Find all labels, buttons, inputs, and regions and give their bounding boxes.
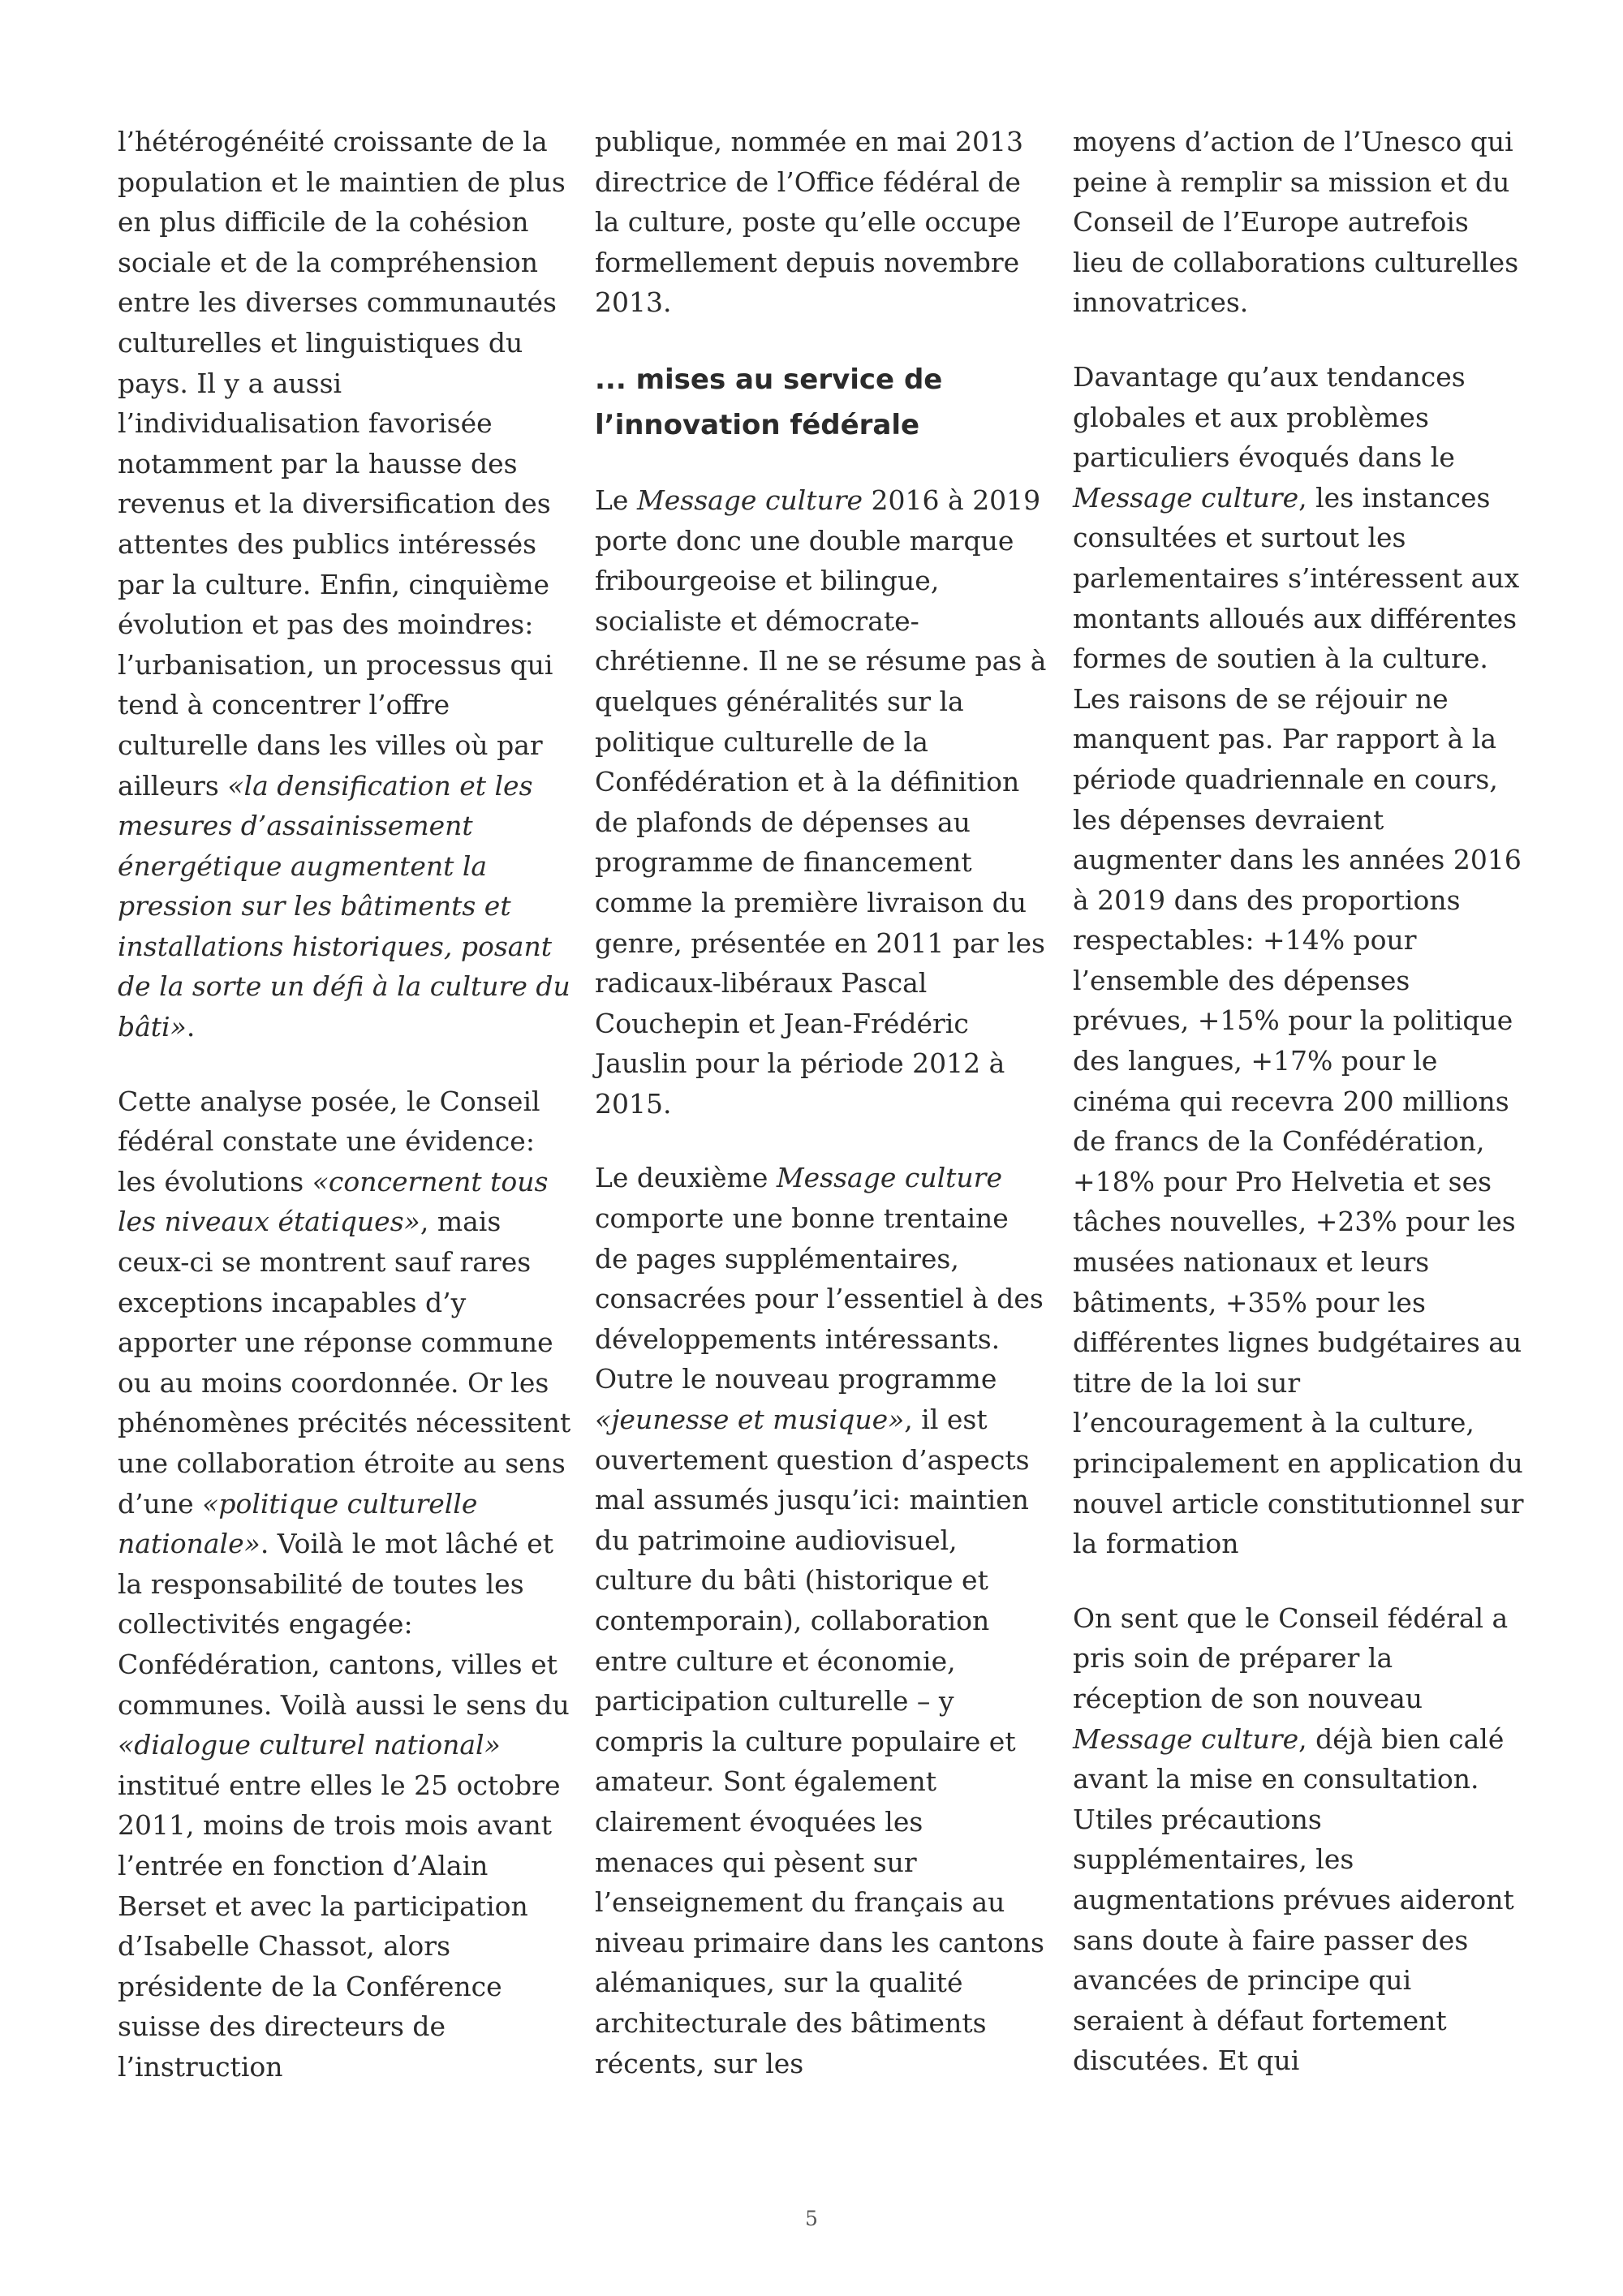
text-run: Le deuxième: [595, 1162, 777, 1194]
text-run: Davantage qu’aux tendances globales et aux problèmes particuliers évoqués dans le: [1073, 360, 1466, 474]
paragraph: [1073, 357, 1527, 1564]
text-run: , les instances consultées et surtout les parlementaires s’intéressent aux montants alloués aux différentes formes de soutien à la culture. Les raisons de se réjouir ne manquent pas. Par rapport à la période quadriennale en cours, les dépenses devraient augmenter dans les années 2016 à 2019 dans des proportions respectables: +14% pour l’ensemble des dépenses prévues, +15% pour la politique des langues, +17% pour le cinéma qui recevra 200 millions de francs de la Confédération, +18% pour Pro Helvetia et ses tâches nouvelles, +23% pour les musées nationaux et leurs bâtiments, +35% pour les différentes lignes budgétaires au titre de la loi sur l’encouragement à la culture, principalement en application du nouvel article constitutionnel sur la formation: [1073, 481, 1524, 1560]
text-run: 2016 à 2019 porte donc une double marque fribourgeoise et bilingue, socialiste et démocrate-chrétienne. Il ne se résume pas à quelques généralités sur la politique culturelle de la Confédération et à la définition de plafonds de dépenses au programme de financement comme la première livraison du genre, présentée en 2011 par les radicaux-libéraux Pascal Couchepin et Jean-Frédéric Jauslin pour la période 2012 à 2015.: [595, 484, 1047, 1120]
text-run: , il est ouvertement question d’aspects mal assumés jusqu’ici: maintien du patrimoine audiovisuel, culture du bâti (historique et contemporain), collaboration entre culture et économie, participation culturelle – y compris la culture populaire et amateur. Sont également clairement évoquées les menaces qui pèsent sur l’enseignement du français au niveau primaire dans les cantons alémaniques, sur la qualité architecturale des bâtiments récents, sur les: [595, 1404, 1044, 2079]
text-run: .: [186, 1011, 196, 1043]
paragraph: moyens d’action de l’Unesco qui peine à remplir sa mission et du Conseil de l’Europe autrefois lieu de collaborations culturelles innovatrices.: [1073, 126, 1519, 319]
publication-title: Message culture: [636, 484, 863, 516]
text-run: comporte une bonne trentaine de pages supplémentaires, consacrées pour l’essentiel à des développements intéressants. Outre le nouveau programme: [595, 1202, 1044, 1395]
paragraph: [118, 122, 572, 1047]
heading-line: l’innovation fédérale: [595, 408, 920, 441]
paragraph: publique, nommée en mai 2013 directrice de l’Office fédéral de la culture, poste qu’elle occupe formellement depuis novembre 2013.: [595, 126, 1024, 319]
text-run: Le: [595, 484, 637, 516]
text-run: On sent que le Conseil fédéral a pris soin de préparer la réception de son nouveau: [1073, 1602, 1509, 1714]
paragraph: [118, 1081, 572, 2087]
text-run: . Voilà le mot lâché et la responsabilité de toutes les collectivités engagée: Confédération, cantons, villes et communes. Voilà aussi le sens du: [118, 1528, 570, 1721]
section-heading: [595, 357, 1049, 448]
quotation: «politique culturelle nationale»: [118, 1487, 478, 1560]
publication-title: Message culture: [776, 1162, 1002, 1194]
text-run: Cette analyse posée, le Conseil fédéral constate une évidence: les évolutions: [118, 1085, 540, 1197]
publication-title: Message culture: [1073, 481, 1299, 514]
text-run: , mais ceux-ci se montrent sauf rares exceptions incapables d’y apporter une réponse commune ou au moins coordonnée. Or les phénomènes précités nécessitent une collaboration étroite au sens d’une: [118, 1206, 571, 1520]
text-run: institué entre elles le 25 octobre 2011, moins de trois mois avant l’entrée en fonction d’Alain Berset et avec la participation d’Isabelle Chassot, alors présidente de la Conférence suisse des directeurs de l’instruction: [118, 1769, 561, 2083]
text-run: , déjà bien calé avant la mise en consultation. Utiles précautions supplémentaires, les augmentations prévues aideront sans doute à faire passer des avancées de principe qui seraient à défaut fortement discutées. Et qui: [1073, 1722, 1514, 2077]
text-column-2: [595, 122, 1049, 2083]
text-run: l’hétérogénéité croissante de la population et le maintien de plus en plus difficile de la cohésion sociale et de la compréhension entre les diverses communautés culturelles et linguistiques du pays. Il y a aussi l’individualisation favorisée notamment par la hausse des revenus et la diversification des attentes des publics intéressés par la culture. Enfin, cinquième évolution et pas des moindres: l’urbanisation, un processus qui tend à concentrer l’offre culturelle dans les villes où par ailleurs: [118, 126, 566, 802]
quotation: «la densification et les mesures d’assainissement énergétique augmentent la pression sur les bâtiments et installations historiques, posant de la sorte un défi à la culture du bâti»: [118, 769, 570, 1043]
text-column-3: [1073, 122, 1527, 2081]
heading-line: ... mises au service de: [595, 363, 943, 396]
quotation: «jeunesse et musique»: [595, 1404, 905, 1436]
publication-title: Message culture: [1073, 1722, 1299, 1755]
paragraph: [595, 480, 1049, 1124]
paragraph: [595, 1158, 1049, 2083]
page-number: 5: [805, 2207, 818, 2230]
quotation: «dialogue culturel national»: [118, 1729, 501, 1761]
text-column-1: [118, 122, 572, 2087]
paragraph: [1073, 1598, 1527, 2081]
quotation: «concernent tous les niveaux étatiques»: [118, 1165, 549, 1238]
